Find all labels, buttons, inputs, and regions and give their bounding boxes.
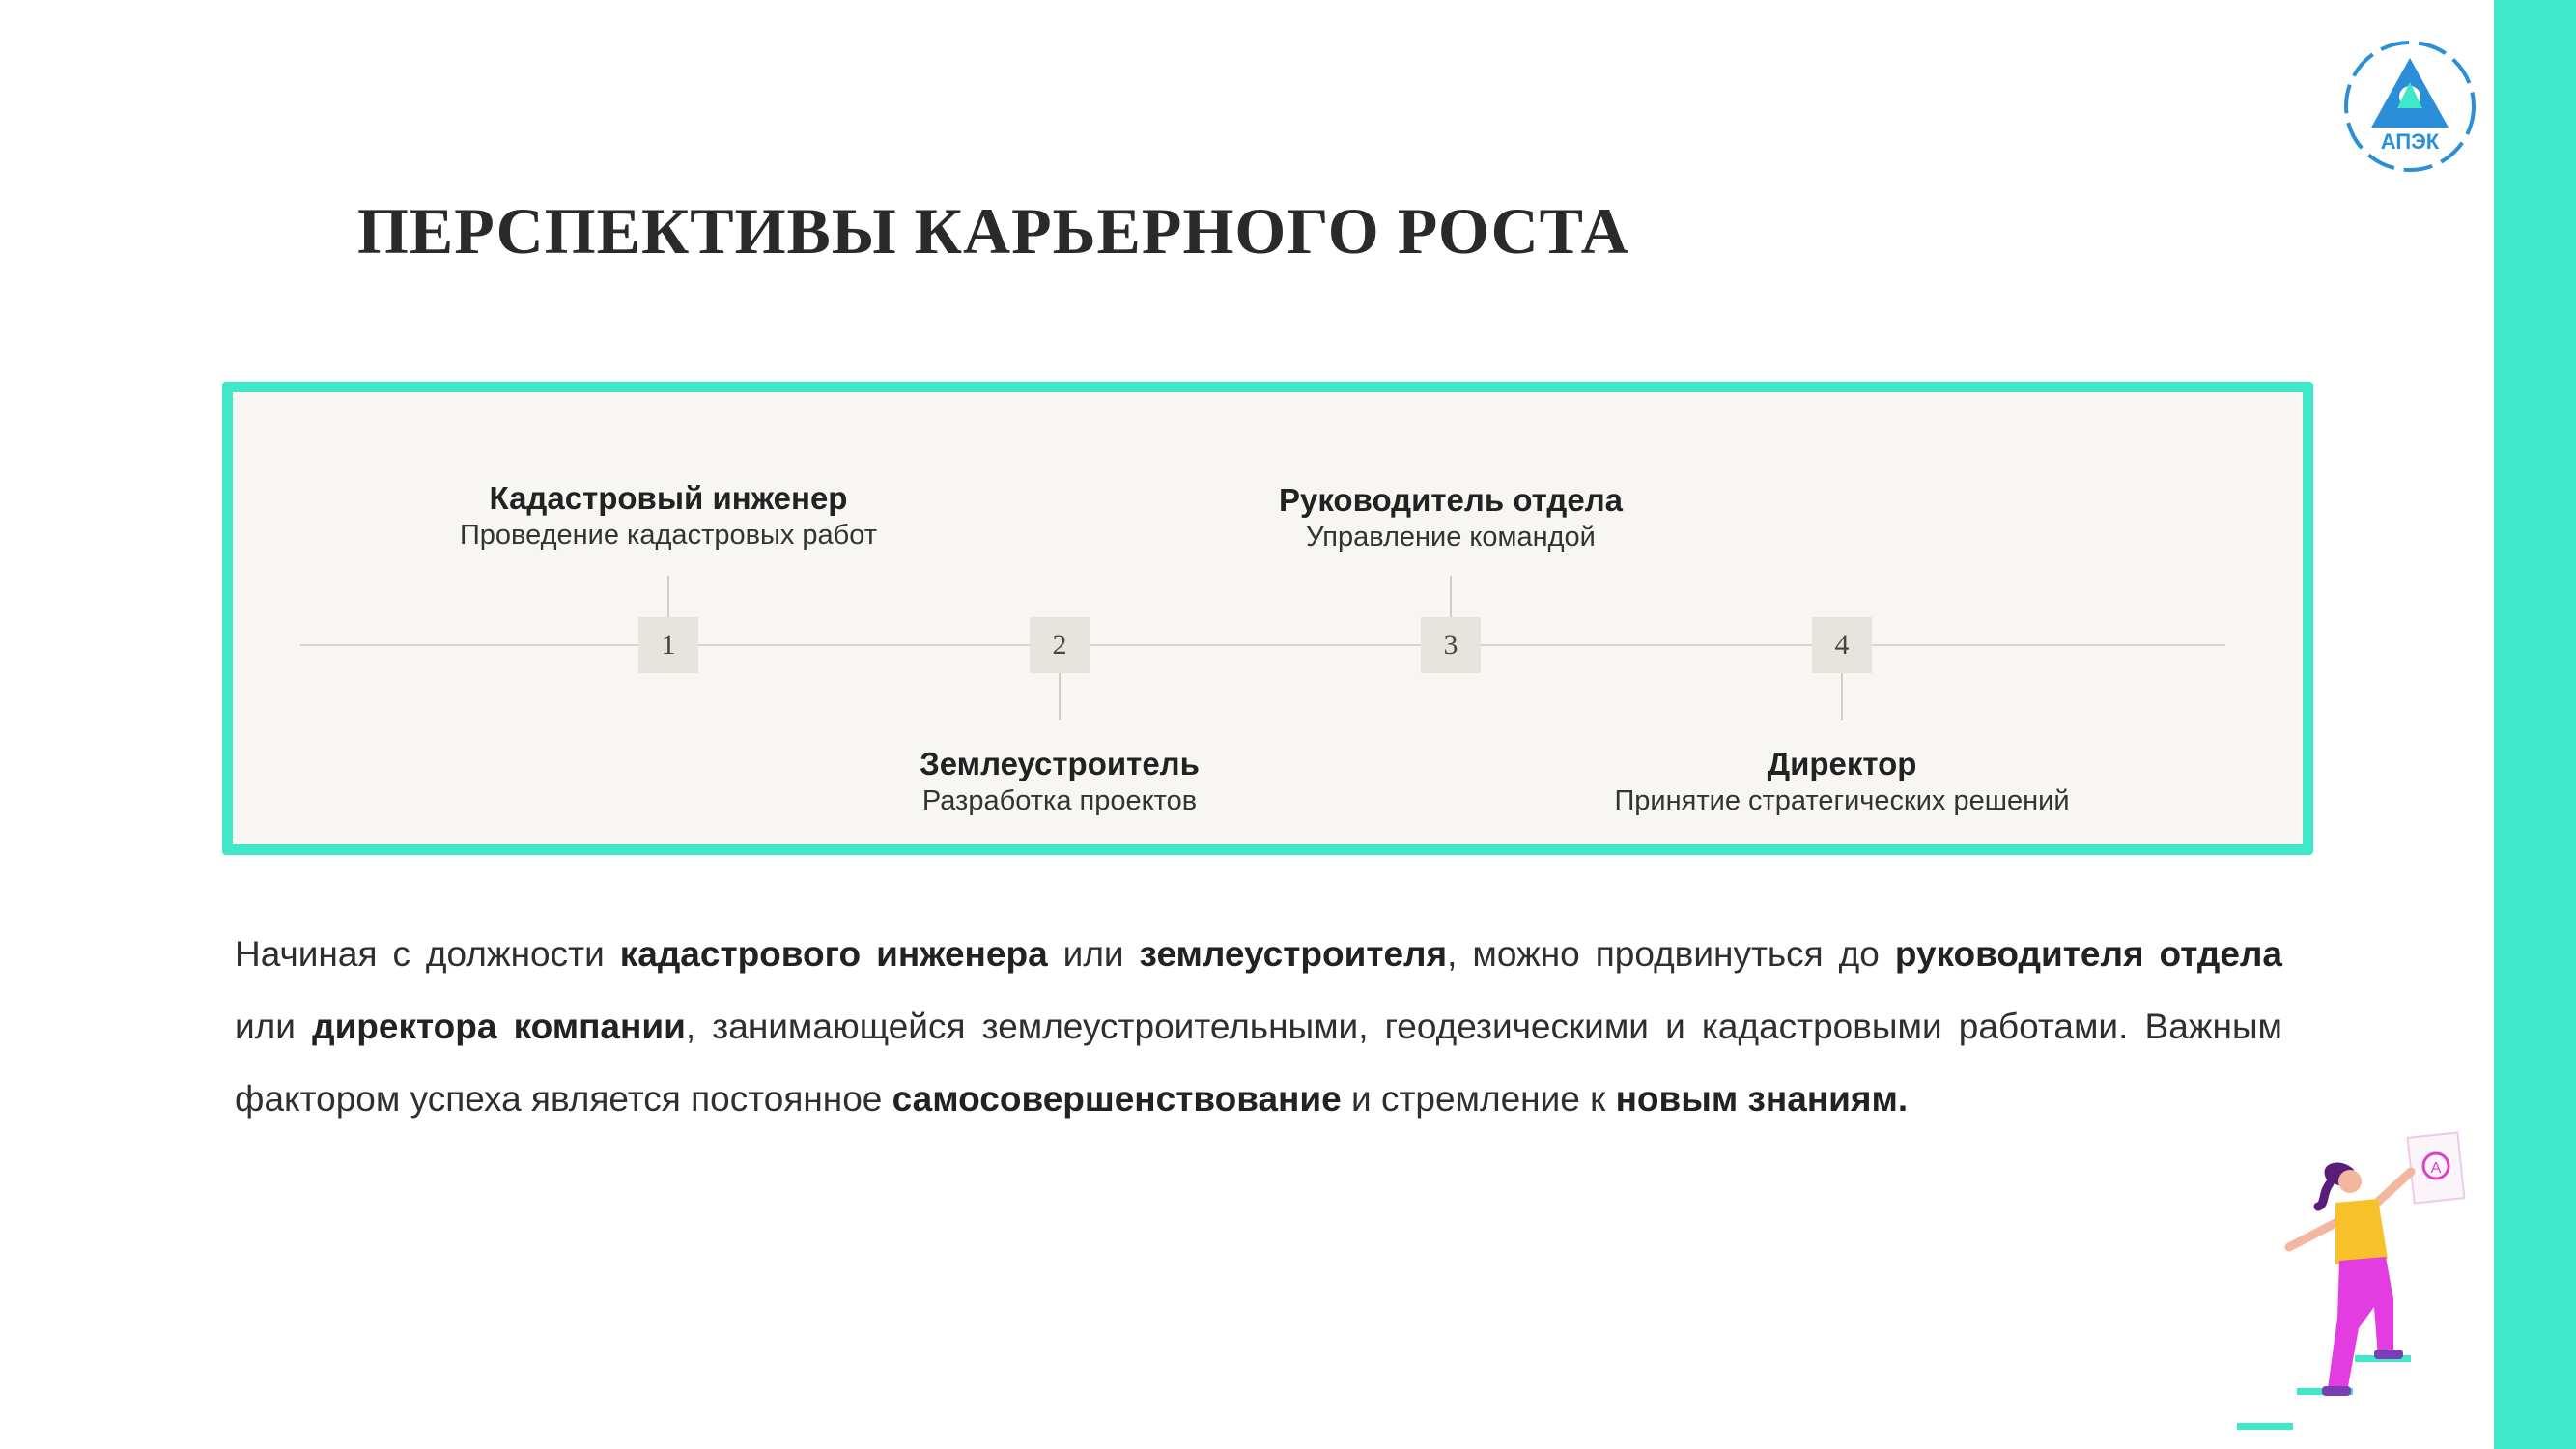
milestone-title: Директор (1767, 746, 1917, 781)
timeline-axis (300, 644, 2225, 646)
milestone-title: Землеустроитель (920, 746, 1200, 781)
career-timeline (222, 382, 2313, 855)
milestone-label (789, 745, 1330, 818)
milestone-title: Руководитель отдела (1278, 482, 1624, 518)
milestone-subtitle: Проведение кадастровых работ (459, 520, 878, 551)
milestone-marker: 1 (638, 617, 698, 673)
svg-text:АПЭК: АПЭК (2380, 129, 2440, 154)
milestone-subtitle: Принятие стратегических решений (1614, 785, 2070, 816)
milestone-subtitle: Разработка проектов (921, 785, 1198, 816)
right-accent-bar (2494, 0, 2576, 1449)
milestone-marker: 4 (1812, 617, 1872, 673)
milestone-stem (1059, 673, 1061, 720)
milestone-label (1180, 481, 1721, 554)
milestone-stem (667, 576, 669, 620)
apek-logo (2337, 29, 2482, 184)
milestone-marker: 2 (1030, 617, 1090, 673)
milestone-title: Кадастровый инженер (489, 480, 848, 516)
milestone-marker: 3 (1421, 617, 1481, 673)
milestone-stem (1450, 576, 1452, 620)
description-paragraph: Начиная с должности кадастрового инженера или землеустроителя, можно продвинуться до руководителя отдела или директора компании, занимающейся землеустроительными, геодезическими и кадастровыми работами. Важным фактором успеха является постоянное самосовершенствование и стремление к новым знаниям. (235, 934, 2282, 1119)
climbing-woman-illustration (2222, 1125, 2473, 1444)
milestone-label (398, 479, 939, 553)
milestone-subtitle: Управление командой (1306, 522, 1596, 553)
page-title: ПЕРСПЕКТИВЫ КАРЬЕРНОГО РОСТА (357, 194, 1629, 268)
milestone-label (1571, 745, 2112, 818)
milestone-stem (1841, 673, 1843, 720)
svg-text:A: A (2430, 1160, 2442, 1177)
